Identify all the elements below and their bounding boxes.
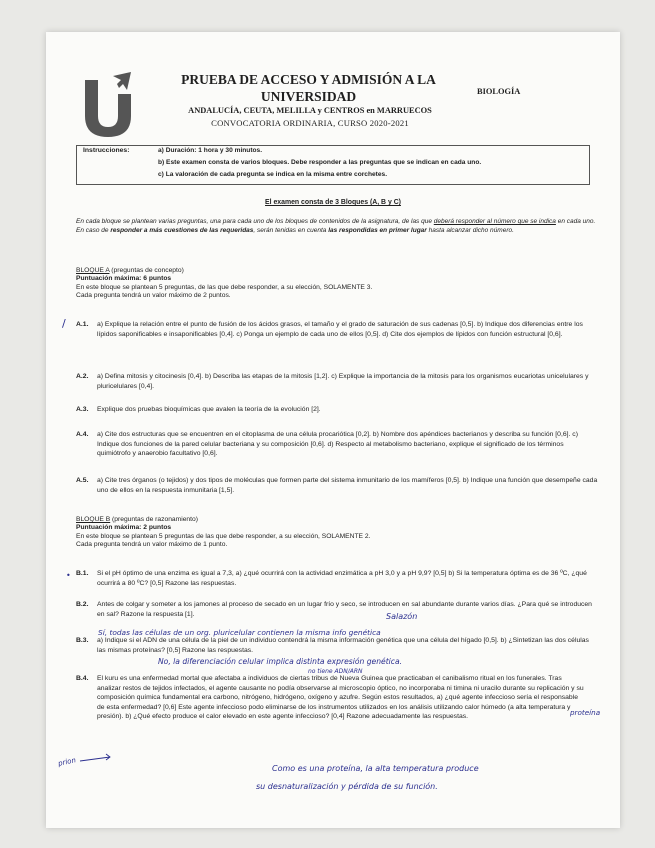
question-b1 <box>76 569 598 588</box>
block-b-value: Cada pregunta tendrá un valor máximo de 1 punto. <box>76 541 228 549</box>
handwritten-margin-left: prion <box>57 756 77 768</box>
question-number: B.3. <box>76 637 89 644</box>
question-text: a) Indique si el ADN de una célula de la piel de un individuo contendrá la misma información genética que una célula del hígado [0,5]. b) ¿Sintetizan las dos células las mismas proteínas? [0,5] Razone las respuestas. <box>97 637 589 654</box>
question-a5 <box>76 476 598 495</box>
question-text: a) Cite tres órganos (o tejidos) y dos tipos de moléculas que formen parte del sistema inmunitario de los mamíferos [0,5]. b) Indique una función que desempeñe cada uno de ellos en la respuesta inmunitaria [1,5]. <box>97 477 598 494</box>
block-a-title <box>76 267 372 275</box>
block-a-rule: En este bloque se plantean 5 preguntas, de las que debe responder, a su elección, SOLAMENTE 3. <box>76 283 373 291</box>
question-text: a) Cite dos estructuras que se encuentren en el citoplasma de una célula procariótica [0,2]. b) Nombre dos apéndices bacterianos y describa su función [0,6]. c) Indique dos funciones de la pared celular bacteriana y su composición [0,6]. d) Respecto al metabolismo bacteriano, explique el significado de los términos quimiótrofo y anaerobio facultativo [0,6]. <box>97 431 578 458</box>
instruction-item: a) Duración: 1 hora y 30 minutos. <box>158 147 263 154</box>
question-number: A.2. <box>76 373 89 380</box>
check-mark-icon: / <box>62 317 66 330</box>
title-line-1: PRUEBA DE ACCESO Y ADMISIÓN A LA <box>181 72 436 87</box>
question-number: A.1. <box>76 321 89 328</box>
question-number: B.4. <box>76 675 89 682</box>
margin-arrow-icon <box>80 754 114 764</box>
intro-bold: responder a más cuestiones de las requeridas <box>110 226 254 234</box>
handwritten-answer-b3-a: Sí, todas las células de un org. pluricelular contienen la misma info genética <box>98 628 381 637</box>
instruction-item: b) Este examen consta de varios bloques. Debe responder a las preguntas que se indican en cada uno. <box>158 159 482 166</box>
handwritten-margin-right: proteína <box>570 708 601 717</box>
intro-text: En cada bloque se plantean varias preguntas, una para cada uno de los bloques de contenidos de la asignatura, de las que <box>76 218 434 225</box>
university-logo <box>83 72 133 138</box>
block-a-header <box>76 267 372 301</box>
question-b4 <box>76 674 586 722</box>
block-b-header <box>76 516 370 550</box>
title-line-2: UNIVERSIDAD <box>260 89 357 104</box>
intro-bold: las respondidas en primer lugar <box>328 226 427 234</box>
question-b2 <box>76 600 598 619</box>
block-a-points: Puntuación máxima: 6 puntos <box>76 275 172 283</box>
question-number: A.5. <box>76 477 89 484</box>
block-b-rule: En este bloque se plantean 5 preguntas de las que debe responder, a su elección, SOLAMENTE 2. <box>76 532 371 540</box>
intro-text: en cada uno. En caso de <box>76 218 596 234</box>
question-number: B.1. <box>76 570 89 577</box>
handwritten-answer-b4-b: su desnaturalización y pérdida de su función. <box>256 782 438 791</box>
block-a-value: Cada pregunta tendrá un valor máximo de 2 puntos. <box>76 292 231 300</box>
intro-paragraph <box>76 218 596 236</box>
block-a-title-text: BLOQUE A <box>76 267 110 274</box>
question-number: A.4. <box>76 431 89 438</box>
instruction-item: c) La valoración de cada pregunta se indica en la misma entre corchetes. <box>158 171 388 178</box>
handwritten-answer-b3-b: No, la diferenciación celular implica distinta expresión genética. <box>158 657 403 666</box>
subject-label: BIOLOGÍA <box>477 87 521 96</box>
exam-page <box>46 32 620 828</box>
question-a3 <box>76 405 598 415</box>
instructions-label: Instrucciones: <box>83 147 130 154</box>
block-b-title-text: BLOQUE B <box>76 516 111 523</box>
question-text: a) Explique la relación entre el punto de fusión de los ácidos grasos, el tamaño y el grado de saturación de sus cadenas [0,5]. b) Indique dos diferencias entre los lípidos saponificables e insaponificables [0,4]. c) Ponga un ejemplo de cada uno de ellos [0,5]. d) Cite dos ejemplos de lípidos con función estructural [0,6]. <box>97 321 583 338</box>
block-a-kind: (preguntas de concepto) <box>109 267 184 274</box>
intro-text: hasta alcanzar dicho número. <box>426 226 514 234</box>
bullet-mark-icon: • <box>66 571 71 580</box>
question-text: a) Defina mitosis y citocinesis [0,4]. b) Describa las etapas de la mitosis [1,2]. c) Explique la importancia de la mitosis para los organismos eucariotas unicelulares y pluricelulares [0,4]. <box>97 373 589 390</box>
question-text: Si el pH óptimo de una enzima es igual a 7,3, a) ¿qué ocurrirá con la actividad enzimática a pH 3,0 y a pH 9,9? [0,5] b) Si la temperatura óptima es de 36 ºC, ¿qué ocurrirá a 80 ºC? [0,5] Razone las respuestas. <box>97 570 587 587</box>
question-text: Antes de colgar y someter a los jamones al proceso de secado en un lugar frío y seco, se introducen en sal abundante durante varios días. ¿Para qué se introducen en sal? Razone la respuesta [1]. <box>97 601 592 618</box>
block-b-kind: (preguntas de razonamiento) <box>110 516 198 523</box>
intro-text: , serán tenidas en cuenta <box>253 226 329 234</box>
session-line: CONVOCATORIA ORDINARIA, CURSO 2020-2021 <box>211 118 409 128</box>
block-b-title <box>76 516 370 524</box>
exam-title <box>176 71 441 105</box>
question-number: A.3. <box>76 406 89 413</box>
question-a4 <box>76 430 598 459</box>
question-number: B.2. <box>76 601 89 608</box>
handwritten-note-b4: no tiene ADN/ARN <box>308 668 363 675</box>
question-b3 <box>76 636 598 655</box>
intro-underlined: deberá responder al número que se indica <box>433 218 556 225</box>
handwritten-answer-b4-a: Como es una proteína, la alta temperatura produce <box>272 764 479 773</box>
question-text: Explique dos pruebas bioquímicas que avalen la teoría de la evolución [2]. <box>97 406 321 413</box>
handwritten-answer-b2: Salazón <box>386 612 418 621</box>
question-text: El kuru es una enfermedad mortal que afectaba a individuos de ciertas tribus de Nueva Guinea que practicaban el canibalismo ritual en los funerales. Tras analizar restos de tejidos infectados, el agente causante no podía observarse al microscopio óptico, no incorporaba ni timina ni uracilo durante su replicación y su composición química fundamental era carbono, nitrógeno, hidrógeno, oxígeno y azufre. Según estos resultados, a) ¿qué agente infeccioso sería el responsable de esta enfermedad? [0,6] Este agente infeccioso podo eliminarse de los instrumentos utilizados en los análisis utilizando calor húmedo (a alta temperatura y presión). b) ¿Qué efecto produce el calor elevado en este agente infeccioso? [0,4] Razone adecuadamente las respuestas. <box>97 675 584 721</box>
question-a2 <box>76 372 598 391</box>
question-a1 <box>76 320 598 339</box>
block-b-points: Puntuación máxima: 2 puntos <box>76 524 172 532</box>
region-subtitle: ANDALUCÍA, CEUTA, MELILLA y CENTROS en MARRUECOS <box>188 106 432 115</box>
exam-structure-title: El examen consta de 3 Bloques (A, B y C) <box>265 199 401 206</box>
